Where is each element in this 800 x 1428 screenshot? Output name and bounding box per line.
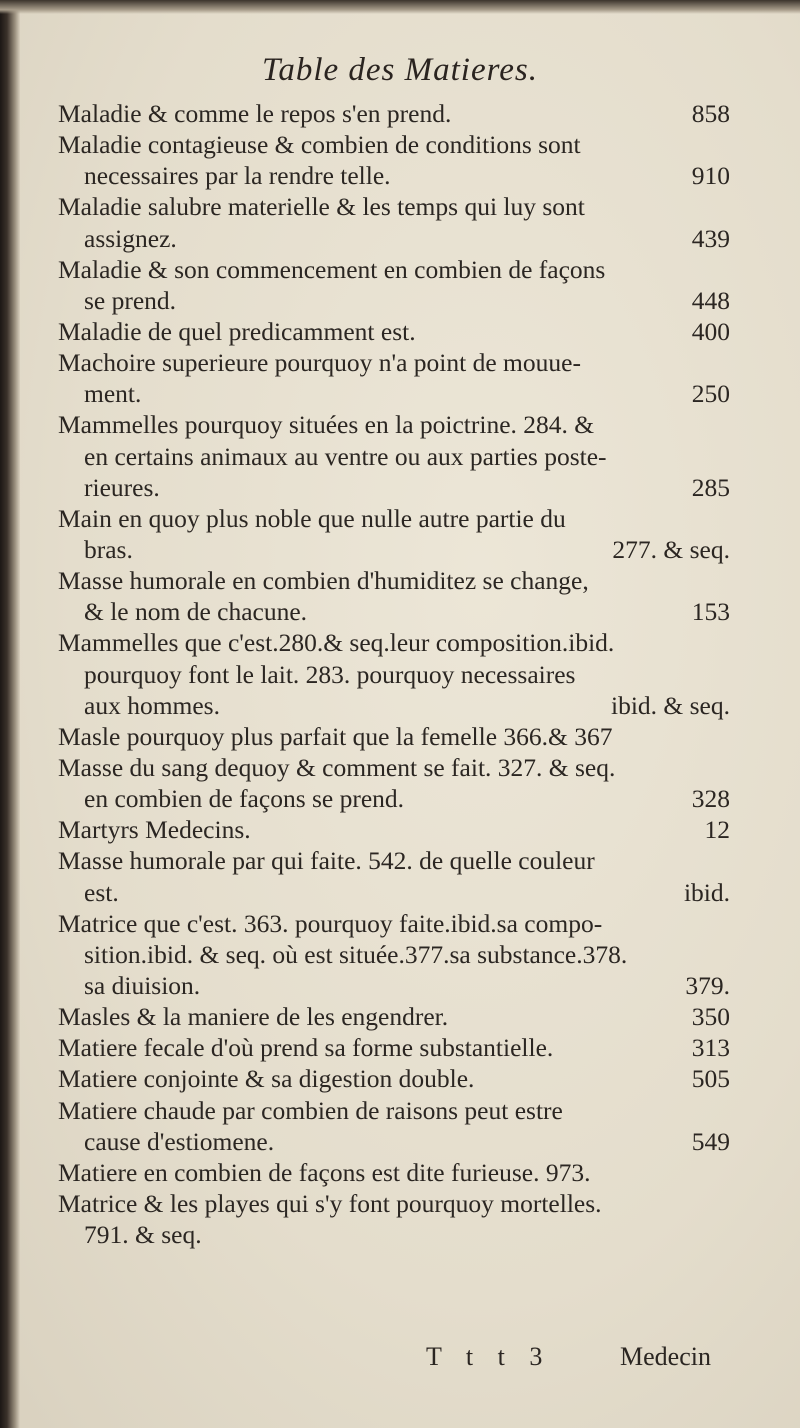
entry-text: aux hommes. xyxy=(84,690,220,720)
index-line xyxy=(58,908,730,939)
index-line xyxy=(58,721,730,752)
entry-text: Maladie de quel predicamment est. xyxy=(58,316,416,346)
page-reference xyxy=(718,254,730,285)
entry-text: Matrice & les playes qui s'y font pourquoy mortelles. xyxy=(58,1188,602,1218)
index-line xyxy=(58,1001,730,1032)
page-top-edge xyxy=(0,0,800,14)
entry-text: Maladie & comme le repos s'en prend. xyxy=(58,99,452,128)
entry-text: en combien de façons se prend. xyxy=(84,784,405,814)
entry-text: Machoire superieure pourquoy n'a point de mouue- xyxy=(58,348,581,378)
index-line xyxy=(58,472,730,503)
entry-text: Matiere fecale d'où prend sa forme substantielle. xyxy=(58,1033,554,1063)
page-reference xyxy=(718,1188,730,1219)
page-reference: 250 xyxy=(691,379,730,409)
index-line xyxy=(58,627,730,658)
page-reference xyxy=(718,1219,730,1250)
entry-text: sition.ibid. & seq. où est située.377.sa substance.378. xyxy=(84,939,628,969)
index-line xyxy=(58,160,730,191)
index-line xyxy=(58,1095,730,1126)
index-line xyxy=(58,1032,730,1063)
index-line xyxy=(58,378,730,409)
index-line xyxy=(58,347,730,378)
page-reference: 350 xyxy=(691,1002,730,1032)
page-reference: 858 xyxy=(691,99,730,128)
index-entries xyxy=(58,98,730,1250)
entry-text: ment. xyxy=(84,379,142,409)
signature-mark: T t t 3 xyxy=(426,1342,552,1371)
index-line xyxy=(58,316,730,347)
index-line xyxy=(58,534,730,565)
page-reference: 328 xyxy=(691,784,730,814)
index-line xyxy=(58,659,730,690)
index-line xyxy=(58,1157,730,1188)
entry-text: Masle pourquoy plus parfait que la femelle 366.& 367 xyxy=(58,721,613,751)
entry-text: sa diuision. xyxy=(84,970,201,1000)
index-line xyxy=(58,98,730,129)
entry-text: cause d'estiomene. xyxy=(84,1126,275,1156)
page-reference xyxy=(718,441,730,472)
index-line xyxy=(58,845,730,876)
entry-text: Matiere en combien de façons est dite furieuse. 973. xyxy=(58,1157,591,1187)
page-reference: 448 xyxy=(691,285,730,315)
page-reference xyxy=(718,129,730,160)
index-line xyxy=(58,877,730,908)
index-line xyxy=(58,814,730,845)
entry-text: assignez. xyxy=(84,223,177,253)
page-reference xyxy=(718,721,730,752)
index-line xyxy=(58,223,730,254)
page-reference xyxy=(718,347,730,378)
catchword: Medecin xyxy=(620,1342,711,1371)
page-reference: 285 xyxy=(691,472,730,502)
entry-text: Matiere chaude par combien de raisons peut estre xyxy=(58,1095,563,1125)
index-line xyxy=(58,503,730,534)
page-reference: 549 xyxy=(691,1126,730,1156)
index-line xyxy=(58,690,730,721)
page-reference: 379. xyxy=(685,970,730,1000)
index-line xyxy=(58,1126,730,1157)
index-line xyxy=(58,1219,730,1250)
entry-text: Masse humorale par qui faite. 542. de quelle couleur xyxy=(58,846,595,876)
page-reference xyxy=(718,939,730,970)
index-line xyxy=(58,191,730,222)
page-reference xyxy=(718,845,730,876)
page-reference xyxy=(718,627,730,658)
index-line xyxy=(58,285,730,316)
page-reference xyxy=(718,908,730,939)
index-line xyxy=(58,1063,730,1094)
entry-text: pourquoy font le lait. 283. pourquoy necessaires xyxy=(84,659,576,689)
page-reference: 313 xyxy=(691,1033,730,1063)
page-reference: ibid. & seq. xyxy=(611,690,730,720)
index-line xyxy=(58,254,730,285)
entry-text: Martyrs Medecins. xyxy=(58,815,251,845)
entry-text: Masles & la maniere de les engendrer. xyxy=(58,1002,449,1032)
entry-text: bras. xyxy=(84,534,133,564)
page-reference: 277. & seq. xyxy=(612,534,730,564)
index-line xyxy=(58,1188,730,1219)
page-reference: 439 xyxy=(691,223,730,253)
entry-text: Main en quoy plus noble que nulle autre partie du xyxy=(58,503,566,533)
page-reference: ibid. xyxy=(683,877,730,907)
page-reference xyxy=(718,1157,730,1188)
page-reference xyxy=(718,409,730,440)
book-spine-shadow xyxy=(0,0,20,1428)
page-reference xyxy=(718,565,730,596)
entry-text: se prend. xyxy=(84,285,177,315)
index-line xyxy=(58,783,730,814)
entry-text: necessaires par la rendre telle. xyxy=(84,161,391,191)
index-line xyxy=(58,129,730,160)
page-reference xyxy=(718,659,730,690)
index-line xyxy=(58,565,730,596)
index-line xyxy=(58,752,730,783)
entry-text: Masse humorale en combien d'humiditez se change, xyxy=(58,566,589,596)
entry-text: Mammelles pourquoy situées en la poictrine. 284. & xyxy=(58,410,595,440)
page-reference: 910 xyxy=(691,161,730,191)
entry-text: Maladie salubre materielle & les temps qui luy sont xyxy=(58,192,585,222)
entry-text: Masse du sang dequoy & comment se fait. 327. & seq. xyxy=(58,752,616,782)
entry-text: rieures. xyxy=(84,472,160,502)
index-line xyxy=(58,970,730,1001)
entry-text: Maladie contagieuse & combien de conditions sont xyxy=(58,130,581,160)
page-reference xyxy=(718,1095,730,1126)
index-line xyxy=(58,441,730,472)
index-line xyxy=(58,596,730,627)
entry-text: est. xyxy=(84,877,119,907)
page-reference: 505 xyxy=(691,1064,730,1094)
page-reference xyxy=(718,503,730,534)
page-reference xyxy=(718,191,730,222)
entry-text: & le nom de chacune. xyxy=(84,597,308,627)
entry-text: Matiere conjointe & sa digestion double. xyxy=(58,1064,475,1094)
index-line xyxy=(58,409,730,440)
page-reference: 400 xyxy=(691,316,730,346)
entry-text: 791. & seq. xyxy=(84,1220,202,1250)
page-footer xyxy=(0,1342,800,1382)
entry-text: Maladie & son commencement en combien de façons xyxy=(58,254,606,284)
page-reference: 153 xyxy=(691,597,730,627)
entry-text: en certains animaux au ventre ou aux parties poste- xyxy=(84,441,607,471)
page-reference: 12 xyxy=(704,815,730,845)
entry-text: Matrice que c'est. 363. pourquoy faite.ibid.sa compo- xyxy=(58,908,603,938)
page-header: Table des Matieres. xyxy=(262,52,538,88)
entry-text: Mammelles que c'est.280.& seq.leur composition.ibid. xyxy=(58,628,615,658)
page-reference xyxy=(718,752,730,783)
index-line xyxy=(58,939,730,970)
